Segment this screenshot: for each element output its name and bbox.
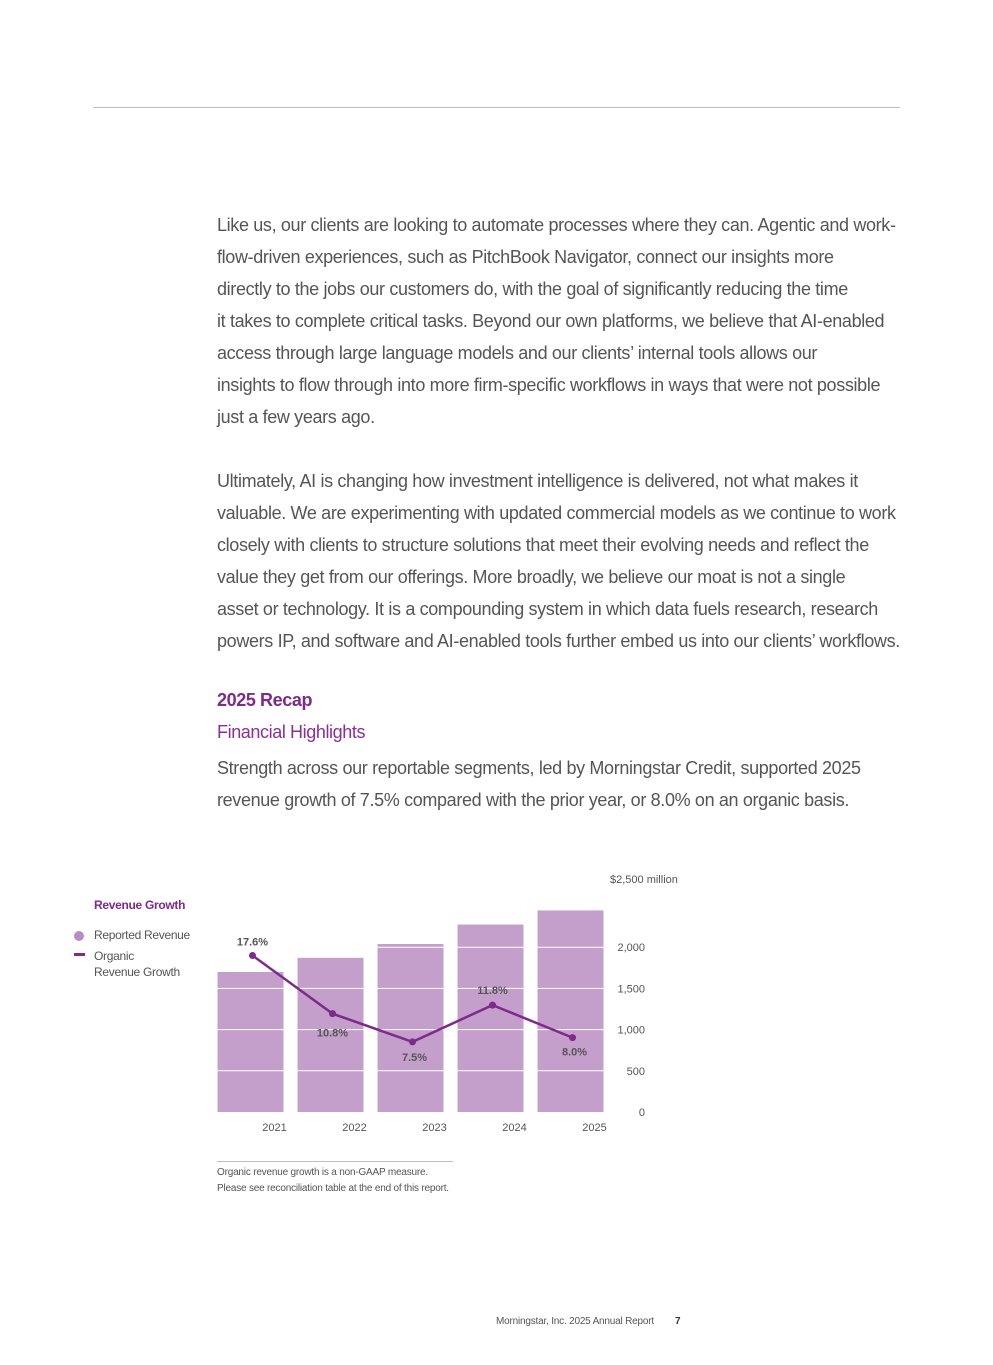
text-line: access through large language models and our clients’ internal tools allows our [217, 343, 818, 363]
text-line: powers IP, and software and AI-enabled tools further embed us into our clients’ workflows. [217, 631, 900, 651]
organic-growth-point-2023 [409, 1038, 416, 1045]
x-tick-label-2021: 2021 [262, 1122, 287, 1134]
x-tick-label-2025: 2025 [582, 1122, 607, 1134]
legend-organic-line1: Organic [94, 949, 134, 963]
text-line: Strength across our reportable segments, led by Morningstar Credit, supported 2025 [217, 758, 861, 778]
organic-growth-point-2025 [569, 1034, 576, 1041]
text-line: flow-driven experiences, such as PitchBook Navigator, connect our insights more [217, 247, 834, 267]
organic-growth-label-2025: 8.0% [561, 1046, 588, 1059]
text-line: directly to the jobs our customers do, with the goal of significantly reducing the time [217, 279, 848, 299]
revenue-bar-2025 [538, 910, 604, 1112]
organic-growth-point-2024 [489, 1002, 496, 1009]
organic-growth-label-2022: 10.8% [316, 1027, 349, 1040]
footnote [217, 1165, 449, 1197]
organic-growth-swatch-icon [74, 953, 85, 956]
organic-growth-label-2023: 7.5% [401, 1051, 428, 1064]
organic-growth-point-2022 [329, 1010, 336, 1017]
y-tick-label: 1,000 [617, 1024, 645, 1037]
text-line: Like us, our clients are looking to automate processes where they can. Agentic and work- [217, 215, 896, 235]
footnote-line: Please see reconciliation table at the end of this report. [217, 1183, 449, 1194]
text-line: asset or technology. It is a compounding system in which data fuels research, research [217, 599, 878, 619]
x-tick-label-2022: 2022 [342, 1122, 367, 1134]
text-line: value they get from our offerings. More broadly, we believe our moat is not a single [217, 567, 846, 587]
paragraph-ai-moat [217, 465, 907, 657]
paragraph-ai-automation [217, 209, 907, 433]
organic-growth-point-2021 [249, 952, 256, 959]
revenue-bar-2021 [218, 972, 284, 1112]
y-tick-label: 2,000 [617, 942, 645, 955]
footer-report-title: Morningstar, Inc. 2025 Annual Report [496, 1316, 654, 1327]
text-line: it takes to complete critical tasks. Beyond our own platforms, we believe that AI-enabled [217, 311, 885, 331]
text-line: revenue growth of 7.5% compared with the prior year, or 8.0% on an organic basis. [217, 790, 850, 810]
y-tick-label: 1,500 [617, 983, 645, 996]
text-line: just a few years ago. [217, 407, 375, 427]
footnote-divider [217, 1161, 453, 1162]
legend-title: Revenue Growth [94, 898, 186, 912]
text-line: valuable. We are experimenting with updated commercial models as we continue to work [217, 503, 896, 523]
text-line: insights to flow through into more firm-specific workflows in ways that were not possible [217, 375, 881, 395]
y-axis-label: $2,500 million [610, 874, 678, 886]
revenue-bar-2023 [378, 944, 444, 1112]
legend-reported-revenue: Reported Revenue [94, 928, 190, 942]
x-tick-label-2024: 2024 [502, 1122, 527, 1134]
page-number: 7 [675, 1316, 681, 1327]
revenue-bar-2024 [458, 925, 524, 1112]
revenue-growth-chart [200, 860, 700, 1145]
organic-growth-label-2024: 11.8% [477, 985, 508, 998]
text-line: Ultimately, AI is changing how investment intelligence is delivered, not what makes it [217, 471, 858, 491]
y-tick-label: 500 [626, 1065, 645, 1078]
y-tick-label: 0 [638, 1107, 645, 1119]
paragraph-recap [217, 752, 907, 816]
organic-growth-label-2021: 17.6% [236, 936, 269, 949]
recap-heading: 2025 Recap [217, 690, 313, 710]
footnote-line: Organic revenue growth is a non-GAAP measure. [217, 1167, 428, 1178]
text-line: closely with clients to structure solutions that meet their evolving needs and reflect the [217, 535, 869, 555]
reported-revenue-swatch-icon [74, 931, 84, 941]
recap-subheading: Financial Highlights [217, 722, 366, 742]
top-divider [93, 107, 900, 108]
legend-organic-line2: Revenue Growth [94, 965, 180, 979]
x-tick-label-2023: 2023 [422, 1122, 447, 1134]
